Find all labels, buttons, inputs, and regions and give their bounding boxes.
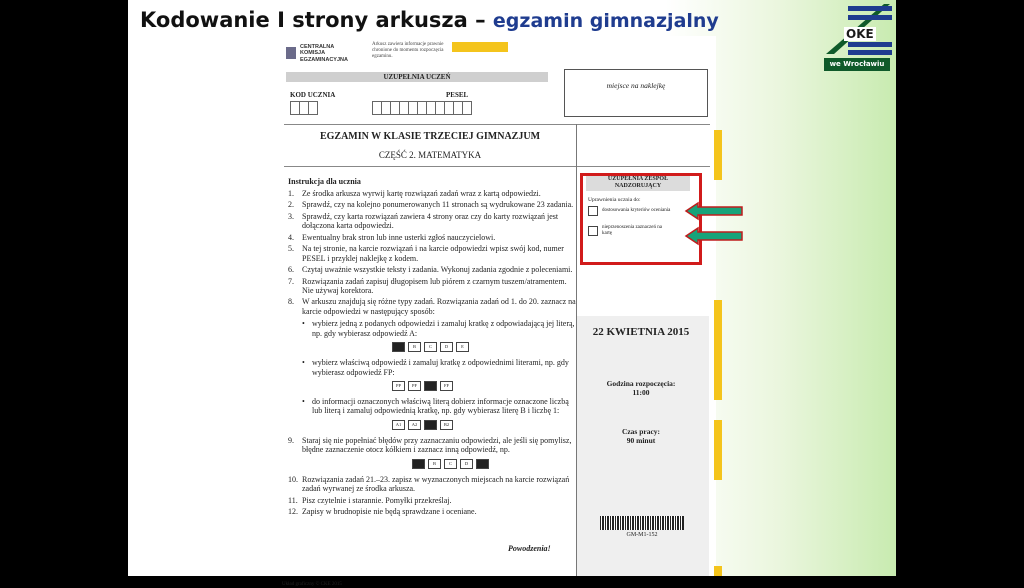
sample-answer-a: B C D E <box>392 342 576 352</box>
slide-title <box>140 8 719 32</box>
instruction-item: 3. Sprawdź, czy karta rozwiązań zawiera 4 strony oraz czy do karty rozwiązań jest dołączona karta odpowiedzi. <box>288 211 559 231</box>
option-label: dostosowania kryteriów oceniania <box>602 208 671 213</box>
instructions <box>288 189 576 519</box>
instruction-item: 6. Czytaj uważnie wszystkie teksty i zadania. Wykonuj zadania zgodnie z poleceniami. <box>288 265 573 275</box>
arrow-left-icon <box>686 203 744 219</box>
exam-sheet <box>274 36 716 587</box>
student-code-cells[interactable] <box>290 101 317 115</box>
sub-instruction: • wybierz właściwą odpowiedź i zamaluj kratkę z odpowiednimi literami, np. gdy wybierasz odpowiedź FP: <box>302 358 569 377</box>
student-code-label: KOD UCZNIA <box>290 91 336 99</box>
exam-title: EGZAMIN W KLASIE TRZECIEJ GIMNAZJUM <box>319 131 541 142</box>
sub-instruction: • wybierz jedną z podanych odpowiedzi i zamaluj kratkę z odpowiadającą jej literą, np. gdy wybierasz odpowiedź A: <box>302 319 575 338</box>
exam-date: 22 KWIETNIA 2015 <box>592 326 690 338</box>
logo-city: we Wrocławiu <box>824 58 890 71</box>
title-dash: – <box>467 8 493 32</box>
footer: Układ graficzny © CKE 2015 <box>282 582 342 587</box>
oke-logo <box>808 2 896 72</box>
privileges-label: Uprawnienia ucznia do: <box>588 197 641 203</box>
option-label: nieprzenoszenia zaznaczeń na kartę <box>602 225 662 236</box>
sample-answer-b: PP PF FF <box>392 381 576 391</box>
divider <box>284 124 710 125</box>
start-time-value: 11:00 <box>632 387 650 397</box>
title-main: Kodowanie I strony arkusza <box>140 8 468 32</box>
instruction-item: 2. Sprawdź, czy na kolejno ponumerowanych 11 stronach są wydrukowane 23 zadania. <box>288 200 574 210</box>
logo-text: OKE <box>846 27 874 41</box>
start-time <box>586 380 696 398</box>
cke-name: CENTRALNA KOMISJA EGZAMINACYJNA <box>300 44 348 63</box>
highlight-frame <box>580 173 702 265</box>
sample-answer-d: B C D <box>412 459 576 469</box>
instructions-title: Instrukcja dla ucznia <box>288 177 361 186</box>
slide <box>128 0 896 587</box>
duration <box>586 428 696 446</box>
cke-header <box>286 44 360 63</box>
instruction-item: 11. Pisz czytelnie i starannie. Pomyłki przekreślaj. <box>288 495 452 505</box>
pesel-label: PESEL <box>446 91 469 99</box>
supervisor-fill-bar: UZUPEŁNIA ZESPÓŁ NADZORUJĄCY <box>586 175 690 191</box>
instruction-item: 1. Ze środka arkusza wyrwij kartę rozwiązań zadań wraz z kartą odpowiedzi. <box>288 189 541 198</box>
instruction-item: 9. Staraj się nie popełniać błędów przy zaznaczaniu odpowiedzi, ale jeśli się pomylisz, błędne zaznaczenie otocz kółkiem i zaznacz inną odpowiedź, np. <box>288 435 572 455</box>
good-luck: Powodzenia! <box>508 544 551 553</box>
duration-label: Czas pracy: <box>621 427 661 436</box>
instruction-item: 7. Rozwiązania zadań zapisuj długopisem lub piórem z czarnym tuszem/atramentem. Nie używaj korektora. <box>288 276 567 295</box>
divider <box>284 166 710 167</box>
student-fill-bar: UZUPEŁNIA UCZEŃ <box>286 72 548 82</box>
cke-logo-icon <box>286 47 296 59</box>
arrow-left-icon <box>686 228 744 244</box>
instruction-item: 12. Zapisy w brudnopisie nie będą sprawdzane i oceniane. <box>288 507 477 517</box>
instruction-item: 4. Ewentualny brak stron lub inne usterki zgłoś nauczycielowi. <box>288 232 496 242</box>
start-time-label: Godzina rozpoczęcia: <box>606 379 676 388</box>
highlight-mark <box>452 42 508 52</box>
yellow-side-strip <box>714 130 722 576</box>
barcode <box>600 516 684 530</box>
duration-value: 90 minut <box>626 435 656 445</box>
instruction-item: 5. Na tej stronie, na karcie rozwiązań i na karcie odpowiedzi wpisz swój kod, numer PESEL i przyklej naklejkę z kodem. <box>288 244 564 263</box>
instruction-item: 8. W arkuszu znajdują się różne typy zadań. Rozwiązania zadań od 1. do 20. zaznacz na karcie odpowiedzi w następujący sposób: <box>288 297 576 316</box>
pesel-cells[interactable] <box>372 101 471 115</box>
exam-part: CZĘŚĆ 2. MATEMATYKA <box>378 150 482 160</box>
sheet-code: GM-M1-152 <box>626 532 658 538</box>
sample-answer-c: A1 A2 B2 <box>392 420 576 430</box>
protected-note: Arkusz zawiera informacje prawnie chronione do momentu rozpoczęcia egzaminu. <box>372 42 444 59</box>
title-sub: egzamin gimnazjalny <box>492 10 719 32</box>
sub-instruction: • do informacji oznaczonych właściwą literą dobierz informacje oznaczone liczbą lub literą i zamaluj odpowiednią kratkę, np. gdy wybierasz literę B i liczbę 1: <box>302 397 569 416</box>
instruction-item: 10. Rozwiązania zadań 21.–23. zapisz w wyznaczonych miejscach na karcie rozwiązań zadań wyrwanej ze środka arkusza. <box>288 474 570 494</box>
sticker-place: miejsce na naklejkę <box>564 69 708 117</box>
